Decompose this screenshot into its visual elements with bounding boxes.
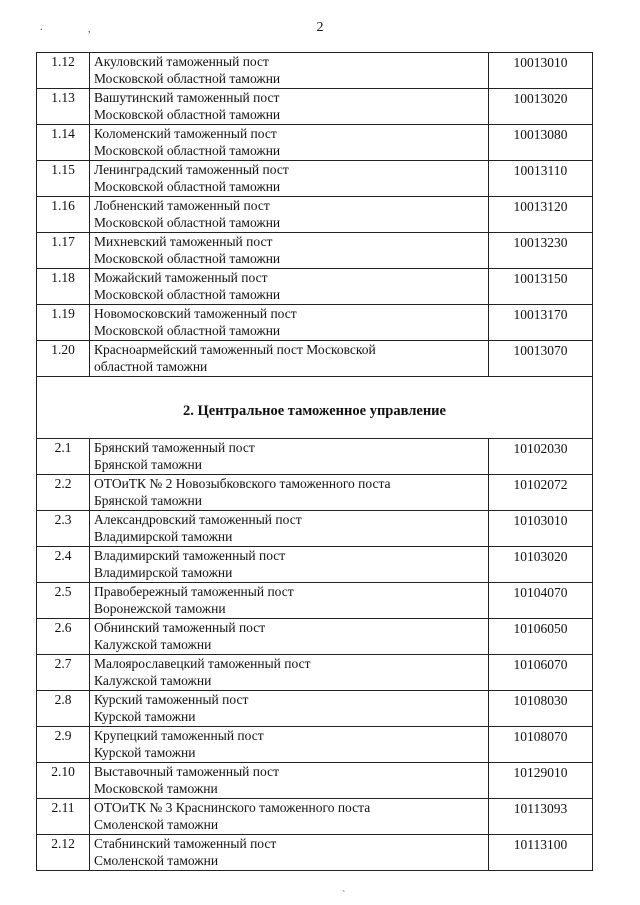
post-name-line2: Московской областной таможни: [94, 107, 281, 122]
post-name-line2: Курской таможни: [94, 709, 196, 724]
post-name: [90, 799, 489, 835]
post-name-line1: Выставочный таможенный пост: [94, 764, 279, 779]
post-name-line1: Вашутинский таможенный пост: [94, 90, 280, 105]
post-code: 10013230: [489, 233, 593, 269]
post-code: 10102030: [489, 439, 593, 475]
post-name: [90, 763, 489, 799]
post-name: [90, 619, 489, 655]
post-name-line2: Московской областной таможни: [94, 143, 281, 158]
post-code: 10103020: [489, 547, 593, 583]
post-name-line2: Московской областной таможни: [94, 179, 281, 194]
post-name-line2: Смоленской таможни: [94, 853, 219, 868]
post-code: 10013150: [489, 269, 593, 305]
post-name-line1: ОТОиТК № 3 Краснинского таможенного поста: [94, 800, 371, 815]
post-name-line1: Красноармейский таможенный пост Московской: [94, 342, 376, 357]
table-row: [37, 583, 593, 619]
post-name-line1: Новомосковский таможенный пост: [94, 306, 297, 321]
row-number: 1.12: [37, 53, 90, 89]
post-code: 10104070: [489, 583, 593, 619]
row-number: 1.18: [37, 269, 90, 305]
post-code: 10013120: [489, 197, 593, 233]
post-code: 10113100: [489, 835, 593, 871]
row-number: 2.3: [37, 511, 90, 547]
table-row: [37, 197, 593, 233]
section-header-row: [37, 377, 593, 439]
table-row: [37, 53, 593, 89]
row-number: 1.17: [37, 233, 90, 269]
post-name-line1: Владимирский таможенный пост: [94, 548, 286, 563]
post-name-line1: Михневский таможенный пост: [94, 234, 273, 249]
table-row: [37, 691, 593, 727]
post-code: 10013020: [489, 89, 593, 125]
table-row: [37, 799, 593, 835]
scan-speck: .: [40, 22, 43, 33]
post-code: 10106070: [489, 655, 593, 691]
post-name-line2: Брянской таможни: [94, 457, 202, 472]
post-code: 10113093: [489, 799, 593, 835]
post-name-line1: Правобережный таможенный пост: [94, 584, 294, 599]
post-name: [90, 655, 489, 691]
post-name: [90, 305, 489, 341]
table-row: [37, 475, 593, 511]
row-number: 2.6: [37, 619, 90, 655]
post-name: [90, 547, 489, 583]
post-code: 10013080: [489, 125, 593, 161]
customs-posts-table: [36, 52, 593, 871]
post-name: [90, 835, 489, 871]
post-code: 10102072: [489, 475, 593, 511]
table-row: [37, 161, 593, 197]
post-name-line2: Владимирской таможни: [94, 565, 233, 580]
post-name: [90, 53, 489, 89]
post-name-line2: Московской областной таможни: [94, 71, 281, 86]
post-name-line1: ОТОиТК № 2 Новозыбковского таможенного поста: [94, 476, 391, 491]
table-row: [37, 341, 593, 377]
post-name-line1: Акуловский таможенный пост: [94, 54, 269, 69]
post-code: 10013010: [489, 53, 593, 89]
row-number: 1.19: [37, 305, 90, 341]
post-code: 10108030: [489, 691, 593, 727]
post-name: [90, 233, 489, 269]
table-row: [37, 835, 593, 871]
post-name: [90, 89, 489, 125]
table-row: [37, 655, 593, 691]
post-name-line1: Ленинградский таможенный пост: [94, 162, 289, 177]
post-name-line2: Московской областной таможни: [94, 215, 281, 230]
row-number: 2.8: [37, 691, 90, 727]
post-name: [90, 125, 489, 161]
post-name-line2: Калужской таможни: [94, 673, 212, 688]
page-number: 2: [316, 20, 324, 35]
row-number: 2.1: [37, 439, 90, 475]
post-name-line2: Московской таможни: [94, 781, 218, 796]
post-name: [90, 439, 489, 475]
post-code: 10108070: [489, 727, 593, 763]
row-number: 2.4: [37, 547, 90, 583]
post-name-line2: Воронежской таможни: [94, 601, 226, 616]
post-name: [90, 691, 489, 727]
post-name: [90, 161, 489, 197]
table-row: [37, 511, 593, 547]
post-name: [90, 475, 489, 511]
row-number: 2.11: [37, 799, 90, 835]
post-name-line1: Курский таможенный пост: [94, 692, 249, 707]
post-code: 10106050: [489, 619, 593, 655]
table-row: [37, 727, 593, 763]
post-name-line2: Смоленской таможни: [94, 817, 219, 832]
post-name-line2: Московской областной таможни: [94, 287, 281, 302]
section-title: 2. Центральное таможенное управление: [37, 377, 593, 439]
post-name-line1: Александровский таможенный пост: [94, 512, 302, 527]
post-name-line1: Малоярославецкий таможенный пост: [94, 656, 311, 671]
post-name: [90, 269, 489, 305]
post-name: [90, 197, 489, 233]
post-name-line2: Московской областной таможни: [94, 251, 281, 266]
table-row: [37, 547, 593, 583]
row-number: 2.12: [37, 835, 90, 871]
post-code: 10013110: [489, 161, 593, 197]
post-code: 10013170: [489, 305, 593, 341]
post-name: [90, 511, 489, 547]
row-number: 2.7: [37, 655, 90, 691]
post-name-line2: Курской таможни: [94, 745, 196, 760]
table-row: [37, 305, 593, 341]
table-row: [37, 125, 593, 161]
post-name-line1: Лобненский таможенный пост: [94, 198, 270, 213]
scan-speck: `: [342, 890, 346, 901]
post-name-line1: Обнинский таможенный пост: [94, 620, 266, 635]
table-body: [37, 53, 593, 871]
post-name-line2: Брянской таможни: [94, 493, 202, 508]
post-name-line1: Коломенский таможенный пост: [94, 126, 277, 141]
post-name-line2: областной таможни: [94, 359, 208, 374]
table-row: [37, 233, 593, 269]
table-row: [37, 763, 593, 799]
row-number: 2.2: [37, 475, 90, 511]
row-number: 2.5: [37, 583, 90, 619]
post-code: 10013070: [489, 341, 593, 377]
row-number: 1.20: [37, 341, 90, 377]
row-number: 1.13: [37, 89, 90, 125]
table-row: [37, 439, 593, 475]
post-name: [90, 583, 489, 619]
post-code: 10103010: [489, 511, 593, 547]
post-name-line2: Калужской таможни: [94, 637, 212, 652]
post-name-line2: Московской областной таможни: [94, 323, 281, 338]
table-row: [37, 89, 593, 125]
post-name: [90, 341, 489, 377]
row-number: 1.16: [37, 197, 90, 233]
row-number: 1.14: [37, 125, 90, 161]
table-row: [37, 619, 593, 655]
row-number: 2.10: [37, 763, 90, 799]
row-number: 1.15: [37, 161, 90, 197]
post-name-line1: Можайский таможенный пост: [94, 270, 268, 285]
scan-speck: ,: [88, 24, 91, 35]
post-code: 10129010: [489, 763, 593, 799]
post-name-line1: Крупецкий таможенный пост: [94, 728, 264, 743]
post-name: [90, 727, 489, 763]
post-name-line2: Владимирской таможни: [94, 529, 233, 544]
post-name-line1: Стабнинский таможенный пост: [94, 836, 277, 851]
table-row: [37, 269, 593, 305]
row-number: 2.9: [37, 727, 90, 763]
post-name-line1: Брянский таможенный пост: [94, 440, 255, 455]
